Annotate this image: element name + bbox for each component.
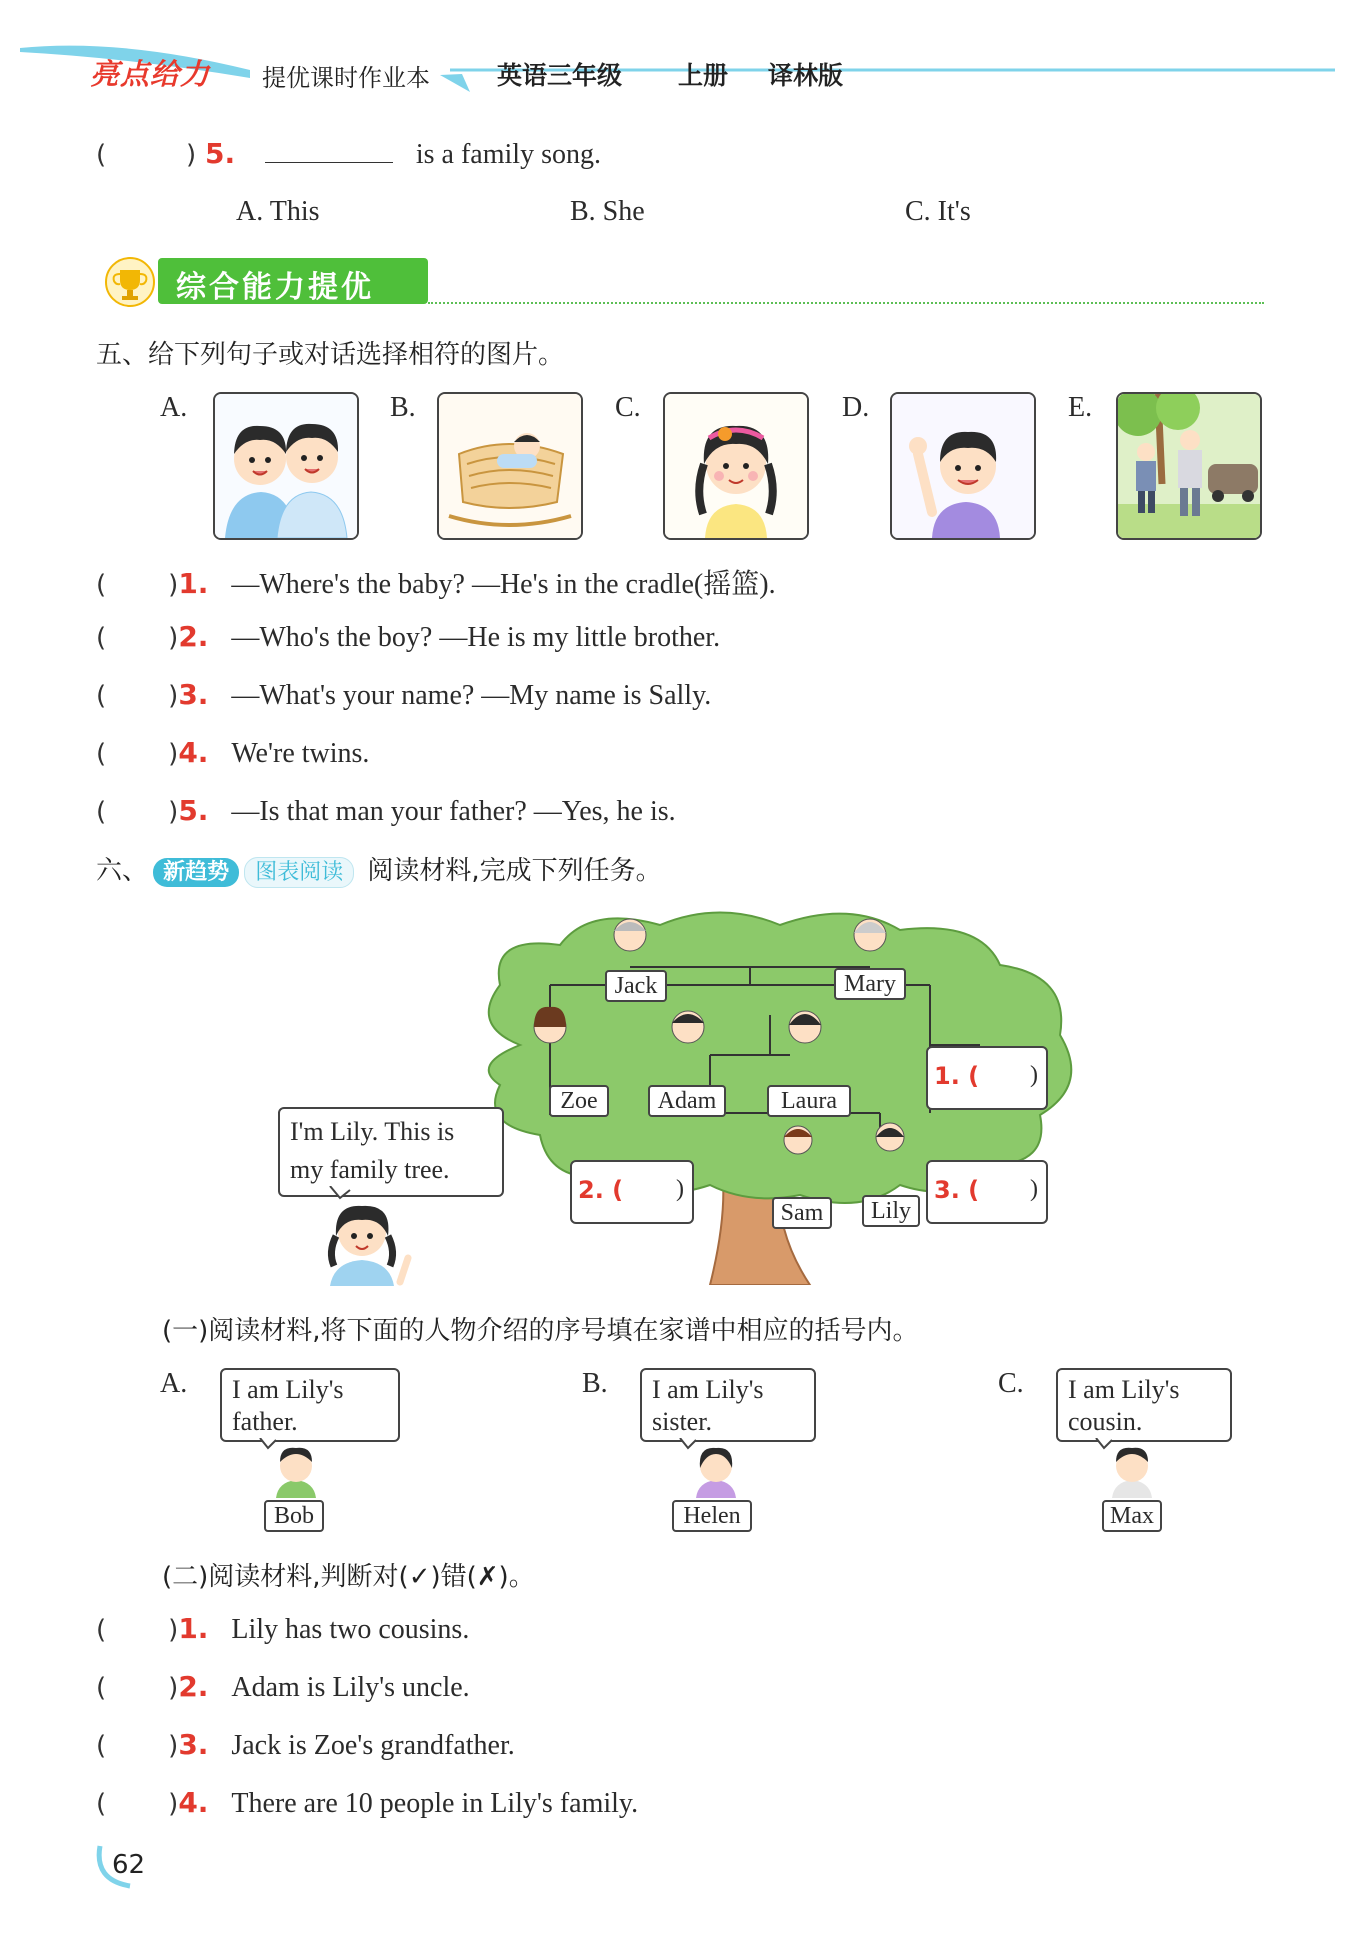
header-volume: 上册 bbox=[678, 61, 729, 90]
picture-label-a: A. bbox=[160, 392, 188, 423]
part-2-title: (二)阅读材料,判断对(✓)错(✗)。 bbox=[162, 1562, 535, 1592]
trend-tag: 新趋势 bbox=[153, 858, 239, 887]
picture-c-girl bbox=[663, 392, 809, 540]
tree-name-adam: Adam bbox=[648, 1085, 726, 1117]
question-number: 5. bbox=[205, 137, 236, 170]
part-1-title: (一)阅读材料,将下面的人物介绍的序号填在家谱中相应的括号内。 bbox=[162, 1316, 919, 1346]
tree-name-sam: Sam bbox=[772, 1197, 832, 1229]
picture-label-d: D. bbox=[842, 392, 870, 423]
picture-label-c: C. bbox=[615, 392, 641, 423]
tree-name-zoe: Zoe bbox=[549, 1085, 609, 1117]
card-a-letter: A. bbox=[160, 1368, 188, 1399]
option-c: C. It's bbox=[905, 196, 971, 227]
helen-figure bbox=[670, 1438, 760, 1498]
section-banner-text: 综合能力提优 bbox=[176, 270, 374, 305]
judge-question-3: ( )3. Jack is Zoe's grandfather. bbox=[96, 1728, 515, 1761]
s5-question-4: ( )4. We're twins. bbox=[96, 736, 370, 769]
page-number: 62 bbox=[112, 1850, 146, 1880]
answer-blank[interactable] bbox=[265, 136, 393, 163]
picture-b-cradle bbox=[437, 392, 583, 540]
option-b: B. She bbox=[570, 196, 645, 227]
header-brand: 亮点给力 bbox=[90, 57, 211, 91]
card-c-bubble: I am Lily's cousin. bbox=[1056, 1368, 1232, 1442]
s5-question-5: ( )5. —Is that man your father? —Yes, he is. bbox=[96, 794, 676, 827]
option-a: A. This bbox=[236, 196, 320, 227]
card-c-name: Max bbox=[1102, 1500, 1162, 1532]
tree-name-jack: Jack bbox=[605, 970, 667, 1002]
header-grade: 英语三年级 bbox=[497, 61, 623, 90]
picture-label-e: E. bbox=[1068, 392, 1093, 423]
lily-speech-bubble: I'm Lily. This is my family tree. bbox=[278, 1107, 504, 1197]
picture-d-boy-waving bbox=[890, 392, 1036, 540]
max-figure bbox=[1086, 1438, 1176, 1498]
picture-e-father-son bbox=[1116, 392, 1262, 540]
section-5-title: 五、给下列句子或对话选择相符的图片。 bbox=[96, 340, 565, 370]
card-b-name: Helen bbox=[672, 1500, 752, 1532]
card-b-letter: B. bbox=[582, 1368, 608, 1399]
s5-question-1: ( )1. —Where's the baby? —He's in the cradle(摇篮). bbox=[96, 567, 776, 600]
chart-reading-tag: 图表阅读 bbox=[244, 857, 354, 888]
card-a-bubble: I am Lily's father. bbox=[220, 1368, 400, 1442]
tree-answer-box-2[interactable]: 2. ( ) bbox=[570, 1160, 694, 1224]
card-c-letter: C. bbox=[998, 1368, 1024, 1399]
judge-question-1: ( )1. Lily has two cousins. bbox=[96, 1612, 470, 1645]
picture-label-b: B. bbox=[390, 392, 416, 423]
trophy-icon bbox=[100, 254, 160, 310]
judge-question-4: ( )4. There are 10 people in Lily's family. bbox=[96, 1786, 639, 1819]
header-edition: 译林版 bbox=[768, 61, 844, 90]
picture-a-twins bbox=[213, 392, 359, 540]
tree-name-mary: Mary bbox=[834, 968, 906, 1000]
s5-question-2: ( )2. —Who's the boy? —He is my little brother. bbox=[96, 620, 721, 653]
header-subtitle: 提优课时作业本 bbox=[262, 64, 430, 92]
tree-name-lily: Lily bbox=[862, 1195, 920, 1227]
question-5-top: ( ) 5. is a family song. bbox=[96, 137, 601, 170]
banner-divider bbox=[428, 302, 1264, 304]
tree-name-laura: Laura bbox=[767, 1085, 851, 1117]
card-a-name: Bob bbox=[264, 1500, 324, 1532]
tree-answer-box-1[interactable]: 1. ( ) bbox=[926, 1046, 1048, 1110]
card-b-bubble: I am Lily's sister. bbox=[640, 1368, 816, 1442]
lily-figure bbox=[300, 1186, 430, 1286]
bob-figure bbox=[250, 1438, 340, 1498]
s5-question-3: ( )3. —What's your name? —My name is Sally. bbox=[96, 678, 712, 711]
tree-answer-box-3[interactable]: 3. ( ) bbox=[926, 1160, 1048, 1224]
section-6-title-row: 六、 新趋势 图表阅读 阅读材料,完成下列任务。 bbox=[96, 856, 662, 886]
judge-question-2: ( )2. Adam is Lily's uncle. bbox=[96, 1670, 470, 1703]
